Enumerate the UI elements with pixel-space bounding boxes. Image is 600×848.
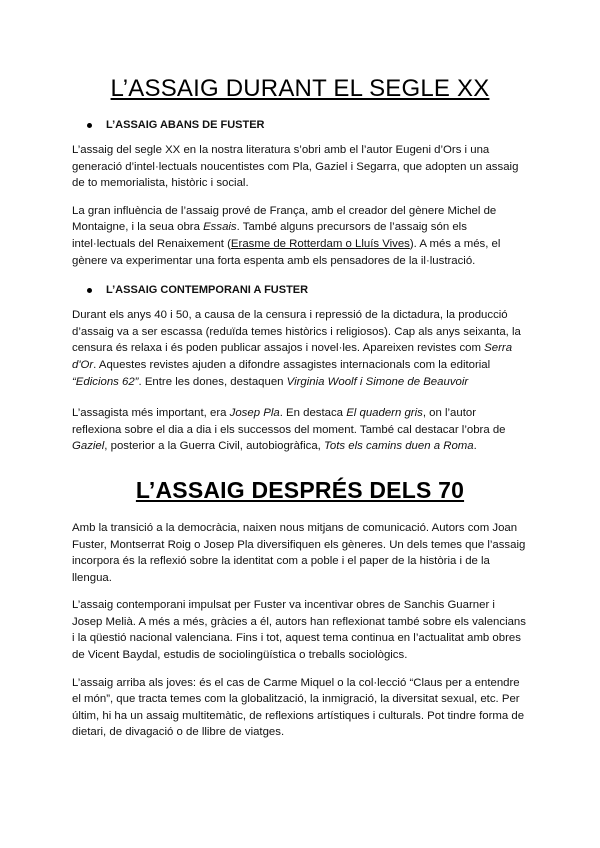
paragraph-transition: Amb la transició a la democràcia, naixen nous mitjans de comunicació. Autors com Joan Fuster, Montserrat Roig o Josep Pla diversifiquen els gèneres. Un dels temes que l’assaig incorpora és la reflexió sobre la identitat com a poble i el paper de la història i de la llengua. (72, 521, 526, 584)
work-title: Tots els camins duen a Roma (323, 440, 474, 453)
paragraph-josep-pla (72, 405, 528, 455)
text-run: . (473, 440, 477, 453)
paragraph-youth: L’assaig arriba als joves: és el cas de Carme Miquel o la col·lecció “Claus per a entendre el món”, que tracta temes com la globalització, la inmigració, la diversitat sexual, etc. Per últim, hi ha un assaig multitemàtic, de reflexions artístiques i culturals. Pot tindre forma de dietari, de divagació o de llibre de viatges. (72, 676, 525, 739)
bullet-icon (87, 288, 92, 293)
page-title: L’ASSAIG DURANT EL SEGLE XX (110, 75, 490, 102)
text-run: . Aquestes revistes ajuden a difondre assagistes internacionals com la editorial (93, 358, 491, 371)
women-authors: Virginia Woolf i Simone de Beauvoir (286, 375, 469, 388)
magazine-title: Serra d'Or (72, 342, 513, 371)
publisher-name: “Edicions 62” (72, 375, 139, 388)
section-heading-before-fuster (87, 117, 528, 133)
text-run: L’assagista més important, era (72, 407, 230, 420)
section-heading-label: L’ASSAIG ABANS DE FUSTER (106, 119, 265, 131)
paragraph-censorship (72, 307, 528, 390)
section-heading-contemporary (87, 282, 528, 298)
text-run: . Entre les dones, destaquen (138, 375, 287, 388)
text-run: ). A més a més, el gènere va experimentar una forta espenta amb els pensadores de la il·lustració. (72, 237, 501, 267)
text-run: La gran influència de l’assaig prové de França, amb el creador del gènere Michel de Montaigne, i la seua obra (72, 204, 497, 234)
author-name: Gaziel (72, 440, 105, 453)
text-run: . També alguns precursors de l’assaig són els intel·lectuals del Renaixement ( (72, 221, 467, 250)
paragraph-fuster-impulse: L’assaig contemporani impulsat per Fuster va incentivar obres de Sanchis Guarner i Josep Melià. A més a més, gràcies a él, autors han reflexionat també sobre els valencians i la qüestió nacional valenciana. Fins i tot, aquest tema continua en l’actualitat amb obres de Vicent Baydal, estudis de sociolingüística o treballs sociològics. (72, 599, 526, 662)
work-title-essais: Essais (203, 221, 237, 234)
paragraph-influence (72, 203, 528, 269)
text-run: Durant els anys 40 i 50, a causa de la censura i repressió de la dictadura, la producció d’assaig va a ser escassa (reduïda temes històrics i religiosos). Cap als anys seixanta, la censura és relaxa i és poden publicar assajos i novel·les. Apareixen revistes com (72, 309, 521, 355)
section-title-after-70: L’ASSAIG DESPRÉS DELS 70 (135, 476, 465, 503)
text-run: , posterior a la Guerra Civil, autobiogràfica, (104, 440, 324, 453)
text-run: , on l’autor reflexiona sobre el dia a dia i els successos del moment. També cal destacar l’obra de (72, 407, 506, 436)
paragraph-xx-century: L’assaig del segle XX en la nostra literatura s’obri amb el l’autor Eugeni d’Ors i una generació d’intel·lectuals noucentistes com Pla, Gaziel i Segarra, que adopten un assaig de to memorialista, històric i social. (72, 144, 519, 190)
section-heading-label: L’ASSAIG CONTEMPORANI A FUSTER (106, 284, 309, 297)
text-run: . En destaca (279, 407, 347, 420)
bullet-icon (87, 123, 92, 128)
work-title: El quadern gris (346, 407, 423, 420)
author-name: Josep Pla (229, 407, 280, 420)
renaissance-authors-link[interactable]: Erasme de Rotterdam o Lluís Vives (230, 237, 410, 250)
